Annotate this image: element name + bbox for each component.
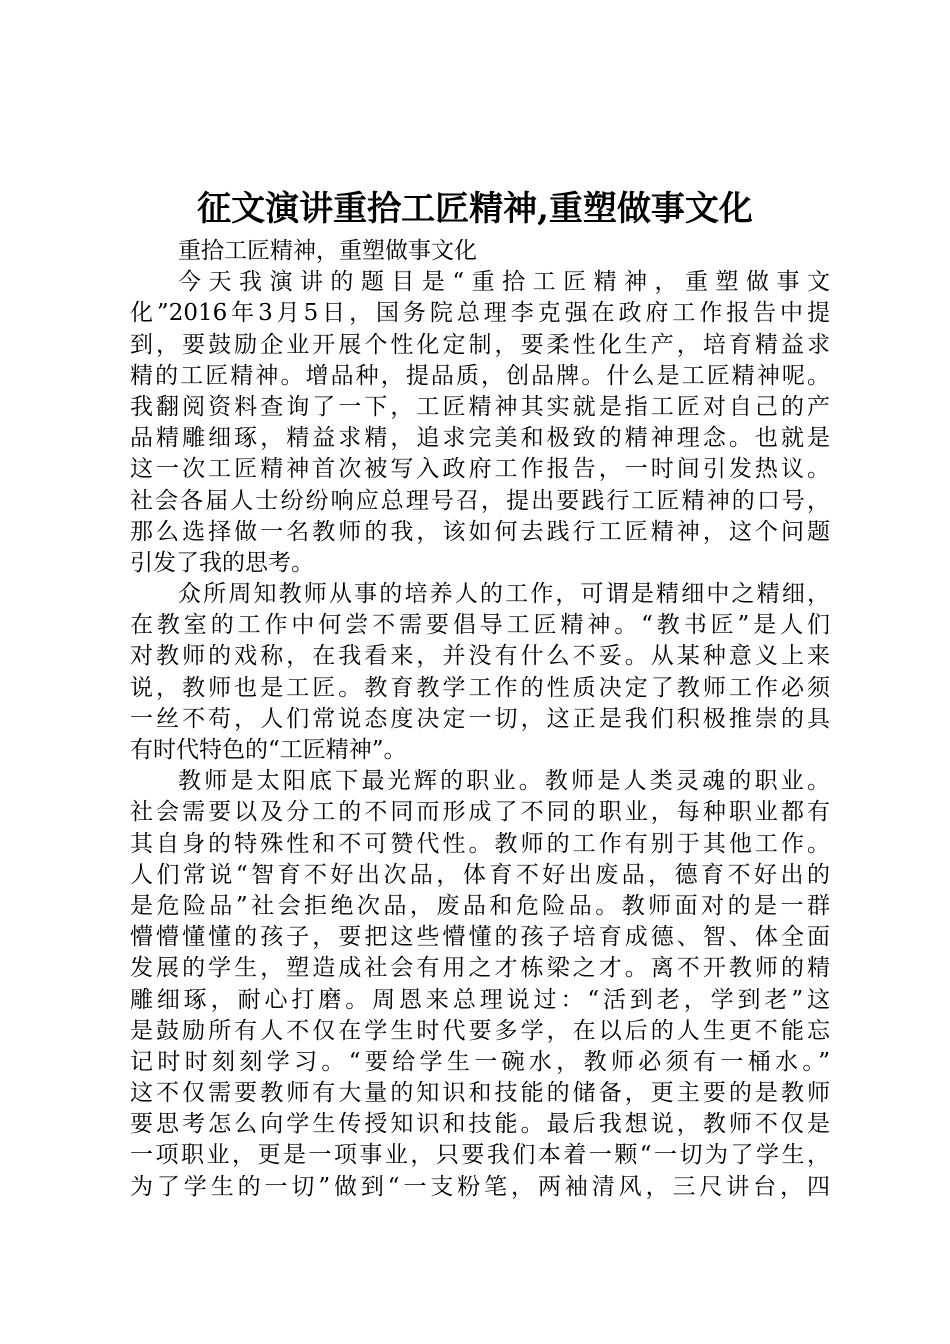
body-text-line: 懵懵懂懂的孩子，要把这些懵懂的孩子培育成德、智、体全面	[130, 924, 830, 951]
body-text-line: 要思考怎么向学生传授知识和技能。最后我想说，教师不仅是	[130, 1111, 830, 1138]
body-text-line: 重拾工匠精神，重塑做事文化	[178, 238, 477, 264]
body-text-line: 众所周知教师从事的培养人的工作，可谓是精细中之精细，	[178, 581, 830, 608]
body-text-line: 化”2016年3月5日，国务院总理李克强在政府工作报告中提	[130, 300, 830, 327]
document-body	[130, 236, 830, 1203]
body-text-line: 这一次工匠精神首次被写入政府工作报告，一时间引发热议。	[130, 456, 830, 483]
body-text-line: 这不仅需要教师有大量的知识和技能的储备，更主要的是教师	[130, 1080, 830, 1107]
body-text-line: 精的工匠精神。增品种，提品质，创品牌。什么是工匠精神呢。	[130, 362, 830, 389]
body-text-line: 有时代特色的“工匠精神”。	[130, 737, 407, 763]
body-text-line: 是鼓励所有人不仅在学生时代要多学，在以后的人生更不能忘	[130, 1017, 830, 1044]
body-text-line: 到，要鼓励企业开展个性化定制，要柔性化生产，培育精益求	[130, 331, 830, 358]
body-text-line: 一项职业，更是一项事业，只要我们本着一颗“一切为了学生，	[130, 1142, 830, 1169]
body-text-line: 说，教师也是工匠。教育教学工作的性质决定了教师工作必须	[130, 674, 830, 701]
body-text-line: 记时时刻刻学习。“要给学生一碗水，教师必须有一桶水。”	[130, 1048, 830, 1075]
body-text-line: 教师是太阳底下最光辉的职业。教师是人类灵魂的职业。	[178, 768, 830, 795]
body-text-line: 为了学生的一切”做到“一支粉笔，两袖清风，三尺讲台，四	[130, 1173, 830, 1200]
body-text-line: 人们常说“智育不好出次品，体育不好出废品，德育不好出的	[130, 861, 830, 888]
body-text-line: 今天我演讲的题目是“重拾工匠精神，重塑做事文	[178, 269, 830, 296]
body-text-line: 是危险品”社会拒绝次品，废品和危险品。教师面对的是一群	[130, 892, 830, 919]
body-text-line: 品精雕细琢，精益求精，追求完美和极致的精神理念。也就是	[130, 425, 830, 452]
body-text-line: 社会各届人士纷纷响应总理号召，提出要践行工匠精神的口号，	[130, 487, 830, 514]
body-text-line: 在教室的工作中何尝不需要倡导工匠精神。“教书匠”是人们	[130, 612, 830, 639]
body-text-line: 引发了我的思考。	[130, 549, 314, 576]
body-text-line: 其自身的特殊性和不可赞代性。教师的工作有别于其他工作。	[130, 830, 830, 857]
body-text-line: 那么选择做一名教师的我，该如何去践行工匠精神，这个问题	[130, 518, 830, 545]
body-text-line: 对教师的戏称，在我看来，并没有什么不妥。从某种意义上来	[130, 643, 830, 670]
document-title: 征文演讲重拾工匠精神,重塑做事文化	[197, 189, 753, 229]
body-text-line: 雕细琢，耐心打磨。周恩来总理说过：“活到老，学到老”这	[130, 986, 830, 1013]
body-text-line: 发展的学生，塑造成社会有用之才栋梁之才。离不开教师的精	[130, 955, 830, 982]
body-text-line: 社会需要以及分工的不同而形成了不同的职业，每种职业都有	[130, 799, 830, 826]
body-text-line: 我翻阅资料查询了一下，工匠精神其实就是指工匠对自己的产	[130, 393, 830, 420]
body-text-line: 一丝不苟，人们常说态度决定一切，这正是我们积极推崇的具	[130, 705, 830, 732]
